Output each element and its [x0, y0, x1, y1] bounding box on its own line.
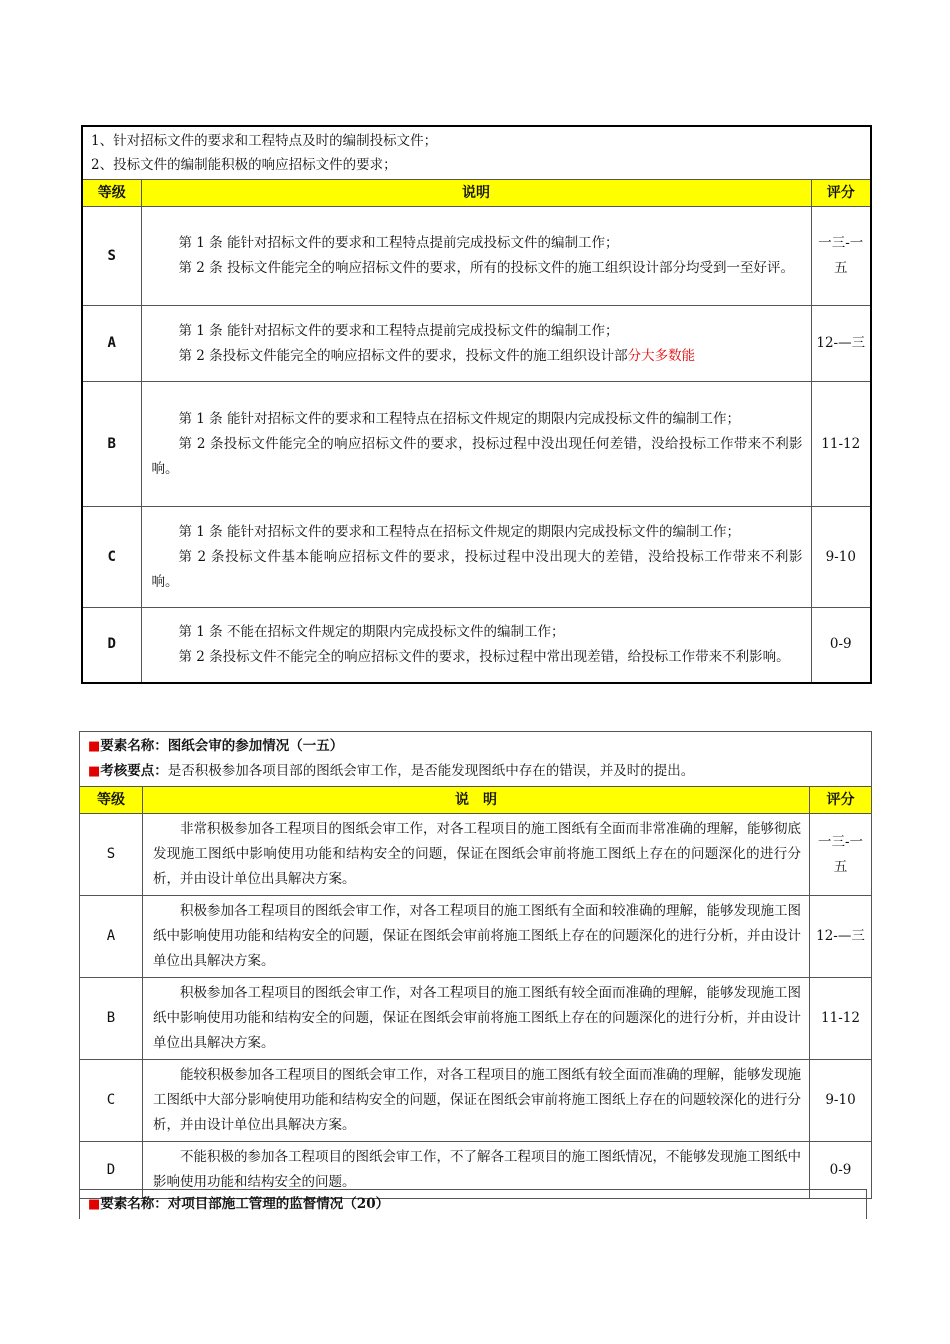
grade-cell: D [80, 1142, 143, 1199]
table-row [82, 382, 871, 507]
desc-cell [143, 978, 810, 1060]
desc-cell [141, 382, 811, 507]
drawing-review-scoring-table [79, 731, 872, 1199]
rule-2: 第 2 条 投标文件能完全的响应招标文件的要求，所有的投标文件的施工组织设计部分均受到一至好评。 [178, 260, 794, 276]
score-cell: 0-9 [811, 608, 871, 683]
desc-cell [143, 1060, 810, 1142]
header-desc: 说 明 [143, 787, 810, 814]
table-row [82, 608, 871, 683]
desc-cell [141, 207, 811, 306]
grade-cell: C [82, 507, 141, 608]
desc-text: 积极参加各工程项目的图纸会审工作，对各工程项目的施工图纸有全面和较准确的理解，能够发现施工图纸中影响使用功能和结构安全的问题，保证在图纸会审前将施工图纸上存在的问题深化的进行分析，并由设计单位出具解决方案。 [153, 903, 801, 969]
supervision-scoring-table [79, 1189, 867, 1219]
grade-cell: S [82, 207, 141, 306]
assessment-point-value: 是否积极参加各项目部的图纸会审工作，是否能发现图纸中存在的错误，并及时的提出。 [167, 763, 695, 779]
header-desc: 说明 [141, 180, 811, 207]
bullet-square-icon: ■ [88, 1197, 101, 1212]
assessment-point-label: 考核要点： [100, 763, 168, 779]
desc-cell [141, 507, 811, 608]
desc-text: 非常积极参加各工程项目的图纸会审工作，对各工程项目的施工图纸有全面而非常准确的理解，能够彻底发现施工图纸中影响使用功能和结构安全的问题，保证在图纸会审前将施工图纸上存在的问题深化的进行分析，并由设计单位出具解决方案。 [153, 821, 801, 887]
element-info-row [80, 732, 872, 787]
score-cell: 0-9 [810, 1142, 872, 1199]
grade-cell: B [80, 978, 143, 1060]
score-cell: 12-—三 [810, 896, 872, 978]
highlighted-text: 分大多数能 [627, 347, 696, 364]
score-cell: 11-12 [811, 382, 871, 507]
score-cell: 9-10 [810, 1060, 872, 1142]
desc-text: 积极参加各工程项目的图纸会审工作，对各工程项目的施工图纸有较全面而准确的理解，能够发现施工图纸中影响使用功能和结构安全的问题，保证在图纸会审前将施工图纸上存在的问题深化的进行分析，并由设计单位出具解决方案。 [153, 985, 801, 1051]
rule-2: 第 2 条投标文件能完全的响应招标文件的要求，投标过程中没出现任何差错，没给投标工作带来不利影响。 [151, 435, 803, 477]
desc-cell [143, 896, 810, 978]
header-row [82, 180, 871, 207]
rule-1: 第 1 条 能针对招标文件的要求和工程特点提前完成投标文件的编制工作； [178, 235, 619, 251]
score-cell: 一三-一五 [810, 814, 872, 896]
header-score: 评分 [810, 787, 872, 814]
score-cell: 11-12 [810, 978, 872, 1060]
intro-line-2: 2、投标文件的编制能积极的响应招标文件的要求； [91, 157, 397, 173]
desc-text: 不能积极的参加各工程项目的图纸会审工作，不了解各工程项目的施工图纸情况，不能够发现施工图纸中影响使用功能和结构安全的问题。 [153, 1149, 801, 1190]
rule-2-text: 第 2 条投标文件能完全的响应招标文件的要求，投标文件的施工组织设计部 [178, 347, 628, 364]
rule-2 [152, 344, 803, 369]
bullet-square-icon: ■ [88, 739, 101, 754]
score-cell: 12-—三 [811, 306, 871, 382]
intro-line-1: 1、针对招标文件的要求和工程特点及时的编制投标文件； [91, 133, 438, 149]
desc-cell [141, 306, 811, 382]
rule-1: 第 1 条 能针对招标文件的要求和工程特点在招标文件规定的期限内完成投标文件的编制工作； [178, 523, 740, 540]
element-name-line [88, 734, 863, 759]
grade-cell: S [80, 814, 143, 896]
table-row [82, 306, 871, 382]
table-row [80, 896, 872, 978]
desc-cell [141, 608, 811, 683]
table-row [80, 814, 872, 896]
table-row [82, 507, 871, 608]
score-cell: 一三-一五 [811, 207, 871, 306]
element-name-value: 图纸会审的参加情况（一五） [167, 738, 344, 754]
element-name-label: 要素名称： [100, 1196, 168, 1212]
intro-row [82, 126, 871, 180]
bid-document-scoring-table [81, 125, 872, 684]
grade-cell: A [82, 306, 141, 382]
desc-text: 能较积极参加各工程项目的图纸会审工作，对各工程项目的施工图纸有较全面而准确的理解，能够发现施工图纸中大部分影响使用功能和结构安全的问题，保证在图纸会审前将施工图纸上存在的问题较深化的进行分析，并由设计单位出具解决方案。 [153, 1067, 801, 1133]
grade-cell: C [80, 1060, 143, 1142]
element-info-cell [80, 732, 872, 787]
element-info-row [80, 1190, 867, 1220]
score-cell: 9-10 [811, 507, 871, 608]
table-row [82, 207, 871, 306]
assessment-point-line [88, 759, 863, 784]
element-name-value: 对项目部施工管理的监督情况（20） [167, 1196, 390, 1212]
header-row [80, 787, 872, 814]
rule-1: 第 1 条 能针对招标文件的要求和工程特点提前完成投标文件的编制工作； [178, 322, 619, 339]
grade-cell: A [80, 896, 143, 978]
rule-1: 第 1 条 不能在招标文件规定的期限内完成投标文件的编制工作； [178, 623, 565, 640]
element-info-cell [80, 1190, 867, 1220]
header-grade: 等级 [80, 787, 143, 814]
element-name-line [88, 1192, 858, 1217]
header-grade: 等级 [82, 180, 141, 207]
grade-cell: B [82, 382, 141, 507]
rule-1: 第 1 条 能针对招标文件的要求和工程特点在招标文件规定的期限内完成投标文件的编制工作； [178, 410, 740, 427]
rule-2: 第 2 条投标文件不能完全的响应招标文件的要求，投标过程中常出现差错，给投标工作带来不利影响。 [178, 648, 790, 665]
intro-cell [82, 126, 871, 180]
table-row [80, 978, 872, 1060]
header-score: 评分 [811, 180, 871, 207]
grade-cell: D [82, 608, 141, 683]
element-name-label: 要素名称： [100, 738, 168, 754]
desc-cell [143, 814, 810, 896]
bullet-square-icon: ■ [88, 764, 101, 779]
table-row [80, 1060, 872, 1142]
rule-2: 第 2 条投标文件基本能响应招标文件的要求，投标过程中没出现大的差错，没给投标工作带来不利影响。 [151, 548, 803, 590]
